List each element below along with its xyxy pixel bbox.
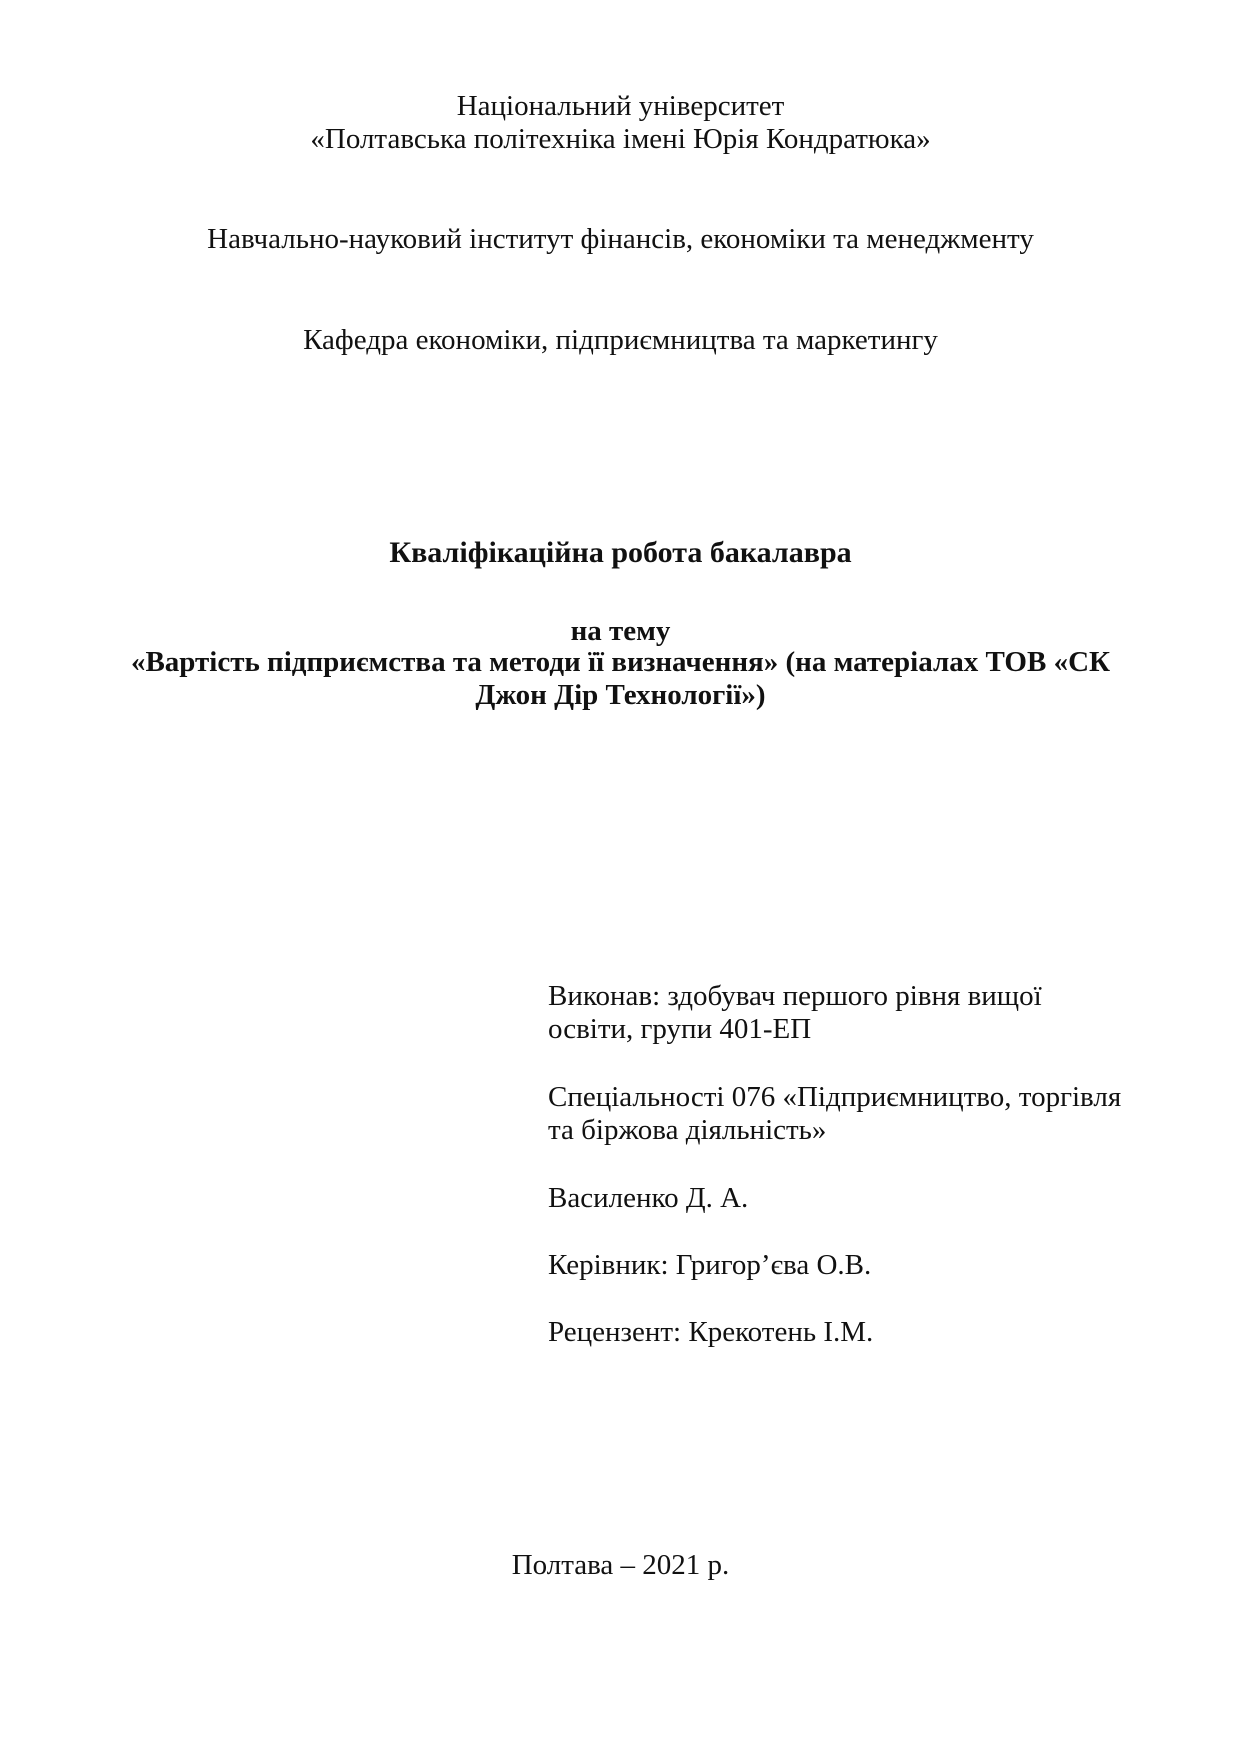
university-full-name: «Полтавська політехніка імені Юрія Кондратюка» — [310, 123, 931, 155]
work-type-title: Кваліфікаційна робота бакалавра — [389, 536, 852, 569]
supervisor: Керівник: Григор’єва О.В. — [548, 1249, 872, 1281]
topic-line-2: Джон Дір Технології») — [475, 679, 766, 711]
performed-by-line-2: освіти, групи 401-ЕП — [548, 1013, 812, 1045]
student-name: Василенко Д. А. — [548, 1182, 749, 1214]
on-topic-label: на тему — [570, 615, 671, 647]
place-year: Полтава – 2021 р. — [511, 1549, 730, 1581]
specialty-line-1: Спеціальності 076 «Підприємництво, торгівля — [548, 1081, 1122, 1113]
specialty-line-2: та біржова діяльність» — [548, 1114, 827, 1146]
university-name: Національний університет — [456, 90, 785, 122]
topic-line-1: «Вартість підприємства та методи її визначення» (на матеріалах ТОВ «СК — [130, 646, 1111, 678]
institute-name: Навчально-науковий інститут фінансів, економіки та менеджменту — [207, 223, 1034, 255]
department-name: Кафедра економіки, підприємництва та маркетингу — [303, 324, 938, 356]
performed-by-line-1: Виконав: здобувач першого рівня вищої — [548, 980, 1042, 1012]
reviewer: Рецензент: Крекотень І.М. — [548, 1316, 874, 1348]
